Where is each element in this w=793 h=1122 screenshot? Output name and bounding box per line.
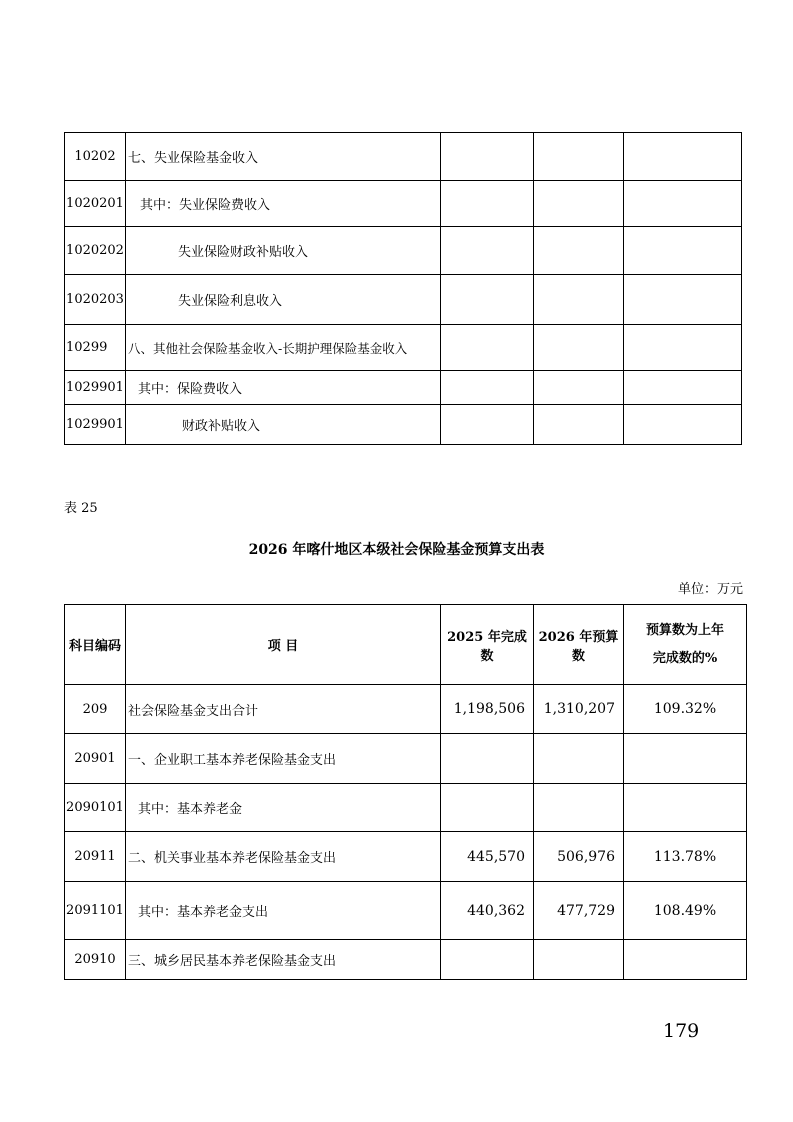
header-ratio: [624, 605, 747, 685]
item-name: 二、机关事业基本养老保险基金支出: [126, 832, 441, 882]
item-name: 社会保险基金支出合计: [126, 685, 441, 734]
unit-label: 单位：万元: [677, 582, 743, 597]
header-ratio-line2: 完成数的%: [652, 650, 718, 666]
table-row: [65, 325, 742, 371]
completed-2025-value: 445,570: [441, 832, 534, 882]
ratio-value: [624, 940, 747, 980]
subject-code: 1029901: [65, 371, 126, 405]
table-row: [65, 784, 747, 832]
subject-code: 1020203: [65, 275, 126, 325]
table-row: [65, 227, 742, 275]
table-title: 2026 年喀什地区本级社会保险基金预算支出表: [248, 542, 545, 558]
subject-code: 20901: [65, 734, 126, 784]
completed-2025-value: 1,198,506: [441, 685, 534, 734]
table-row: [65, 133, 742, 181]
item-name: 失业保险利息收入: [126, 275, 441, 325]
completed-2025-value: [441, 940, 534, 980]
ratio-value: [624, 784, 747, 832]
subject-code: 20910: [65, 940, 126, 980]
table-row: [65, 405, 742, 445]
page-number: 179: [663, 1020, 700, 1042]
header-budget-2026: 2026 年预算数: [534, 605, 624, 685]
table-row: [65, 940, 747, 980]
completed-2025-value: [441, 784, 534, 832]
item-name: 八、其他社会保险基金收入-长期护理保险基金收入: [126, 325, 441, 371]
subject-code: 2090101: [65, 784, 126, 832]
table-row: [65, 734, 747, 784]
table-number-label: 表 25: [64, 501, 98, 516]
table-row: [65, 275, 742, 325]
item-name: 其中：保险费收入: [126, 371, 441, 405]
subject-code: 1029901: [65, 405, 126, 445]
income-table-continued: [64, 132, 742, 445]
subject-code: 1020201: [65, 181, 126, 227]
ratio-value: 109.32%: [624, 685, 747, 734]
budget-2026-value: 477,729: [534, 882, 624, 940]
header-completed-2025: 2025 年完成数: [441, 605, 534, 685]
item-name: 三、城乡居民基本养老保险基金支出: [126, 940, 441, 980]
subject-code: 10202: [65, 133, 126, 181]
subject-code: 2091101: [65, 882, 126, 940]
ratio-value: 108.49%: [624, 882, 747, 940]
subject-code: 10299: [65, 325, 126, 371]
table-header-row: [65, 605, 747, 685]
item-name: 一、企业职工基本养老保险基金支出: [126, 734, 441, 784]
subject-code: 1020202: [65, 227, 126, 275]
budget-2026-value: 506,976: [534, 832, 624, 882]
item-name: 七、失业保险基金收入: [126, 133, 441, 181]
completed-2025-value: [441, 734, 534, 784]
header-ratio-line1: 预算数为上年: [645, 622, 724, 638]
item-name: 财政补贴收入: [126, 405, 441, 445]
ratio-value: 113.78%: [624, 832, 747, 882]
ratio-value: [624, 734, 747, 784]
table-row: [65, 371, 742, 405]
table-row: [65, 685, 747, 734]
subject-code: 209: [65, 685, 126, 734]
budget-2026-value: 1,310,207: [534, 685, 624, 734]
budget-2026-value: [534, 734, 624, 784]
table-row: [65, 832, 747, 882]
item-name: 失业保险财政补贴收入: [126, 227, 441, 275]
item-name: 其中：基本养老金支出: [126, 882, 441, 940]
budget-2026-value: [534, 784, 624, 832]
header-subject-code: 科目编码: [65, 605, 126, 685]
completed-2025-value: 440,362: [441, 882, 534, 940]
expenditure-table: [64, 604, 747, 980]
subject-code: 20911: [65, 832, 126, 882]
budget-2026-value: [534, 940, 624, 980]
item-name: 其中：失业保险费收入: [126, 181, 441, 227]
item-name: 其中：基本养老金: [126, 784, 441, 832]
table-row: [65, 181, 742, 227]
table-row: [65, 882, 747, 940]
header-item: 项 目: [126, 605, 441, 685]
